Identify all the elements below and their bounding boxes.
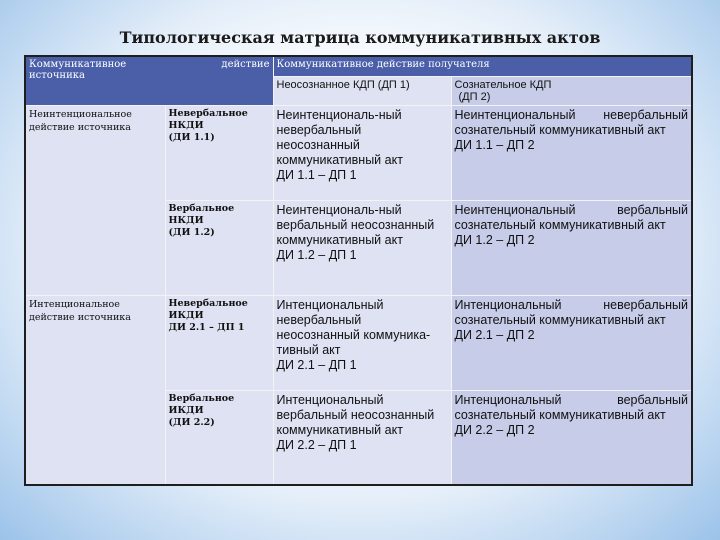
ndi-abbr: НКДИ <box>168 119 204 131</box>
dp2-header-code: (ДП 2) <box>458 90 491 103</box>
table-row <box>25 295 692 390</box>
ndi-cell <box>165 105 273 200</box>
ndi-code: (ДИ 1.1) <box>168 131 215 143</box>
ndi-cell <box>165 200 273 295</box>
act-description: Неинтенциональный вербальный сознательный коммуникативный акт <box>454 202 689 232</box>
act-description: Неинтенциональ-ный невербальный неосознанный коммуникативный акт <box>276 107 403 167</box>
act-code: ДИ 2.1 – ДП 1 <box>276 357 357 372</box>
act-code: ДИ 1.1 – ДП 1 <box>276 167 357 182</box>
act-code: ДИ 2.2 – ДП 2 <box>454 422 535 437</box>
act-code: ДИ 2.2 – ДП 1 <box>276 437 357 452</box>
dp2-header-cell <box>451 76 692 105</box>
dp1-cell <box>273 295 451 390</box>
typology-matrix-table <box>24 55 693 486</box>
act-code: ДИ 2.1 – ДП 2 <box>454 327 535 342</box>
act-description: Интенциональный невербальный неосознанный коммуника-тивный акт <box>276 297 431 357</box>
source-header-label: Коммуникативное <box>29 59 127 70</box>
act-code: ДИ 1.2 – ДП 1 <box>276 247 357 262</box>
ndi-label: Невербальное <box>168 107 248 119</box>
dp2-cell <box>451 200 692 295</box>
ndi-abbr: НКДИ <box>168 214 204 226</box>
dp2-cell <box>451 390 692 485</box>
source-cell: Неинтенциональное действие источника <box>25 105 165 295</box>
ndi-abbr: ИКДИ <box>168 404 204 416</box>
act-description: Интенциональный вербальный сознательный коммуникативный акт <box>454 392 689 422</box>
dp1-cell <box>273 105 451 200</box>
receiver-header-label: Коммуникативное действие получателя <box>276 59 490 70</box>
ndi-label: Невербальное <box>168 297 248 309</box>
act-code: ДИ 1.2 – ДП 2 <box>454 232 535 247</box>
act-description: Неинтенциональ-ный вербальный неосознанный коммуникативный акт <box>276 202 435 247</box>
source-header-cell <box>25 56 273 105</box>
dp2-header-label: Сознательное КДП <box>454 78 552 91</box>
source-header-label-right: действие <box>221 59 270 70</box>
ndi-cell <box>165 390 273 485</box>
ndi-label: Вербальное <box>168 202 235 214</box>
act-description: Неинтенциональный невербальный сознательный коммуникативный акт <box>454 107 689 137</box>
dp1-cell <box>273 200 451 295</box>
dp1-header-label: Неосознанное КДП (ДП 1) <box>276 78 410 91</box>
header-row <box>25 56 692 76</box>
table-row <box>25 105 692 200</box>
ndi-label: Вербальное <box>168 392 235 404</box>
act-description: Интенциональный вербальный неосознанный коммуникативный акт <box>276 392 435 437</box>
dp2-cell <box>451 105 692 200</box>
ndi-cell <box>165 295 273 390</box>
source-header-label-2: источника <box>29 70 85 81</box>
dp1-header-cell <box>273 76 451 105</box>
ndi-code: ДИ 2.1 – ДП 1 <box>168 321 245 333</box>
act-code: ДИ 1.1 – ДП 2 <box>454 137 535 152</box>
dp1-cell <box>273 390 451 485</box>
ndi-code: (ДИ 2.2) <box>168 416 215 428</box>
dp2-cell <box>451 295 692 390</box>
source-cell: Интенциональное действие источника <box>25 295 165 485</box>
ndi-code: (ДИ 1.2) <box>168 226 215 238</box>
receiver-header-cell <box>273 56 692 76</box>
page-title: Типологическая матрица коммуникативных актов <box>119 28 601 47</box>
ndi-abbr: ИКДИ <box>168 309 204 321</box>
act-description: Интенциональный невербальный сознательный коммуникативный акт <box>454 297 689 327</box>
